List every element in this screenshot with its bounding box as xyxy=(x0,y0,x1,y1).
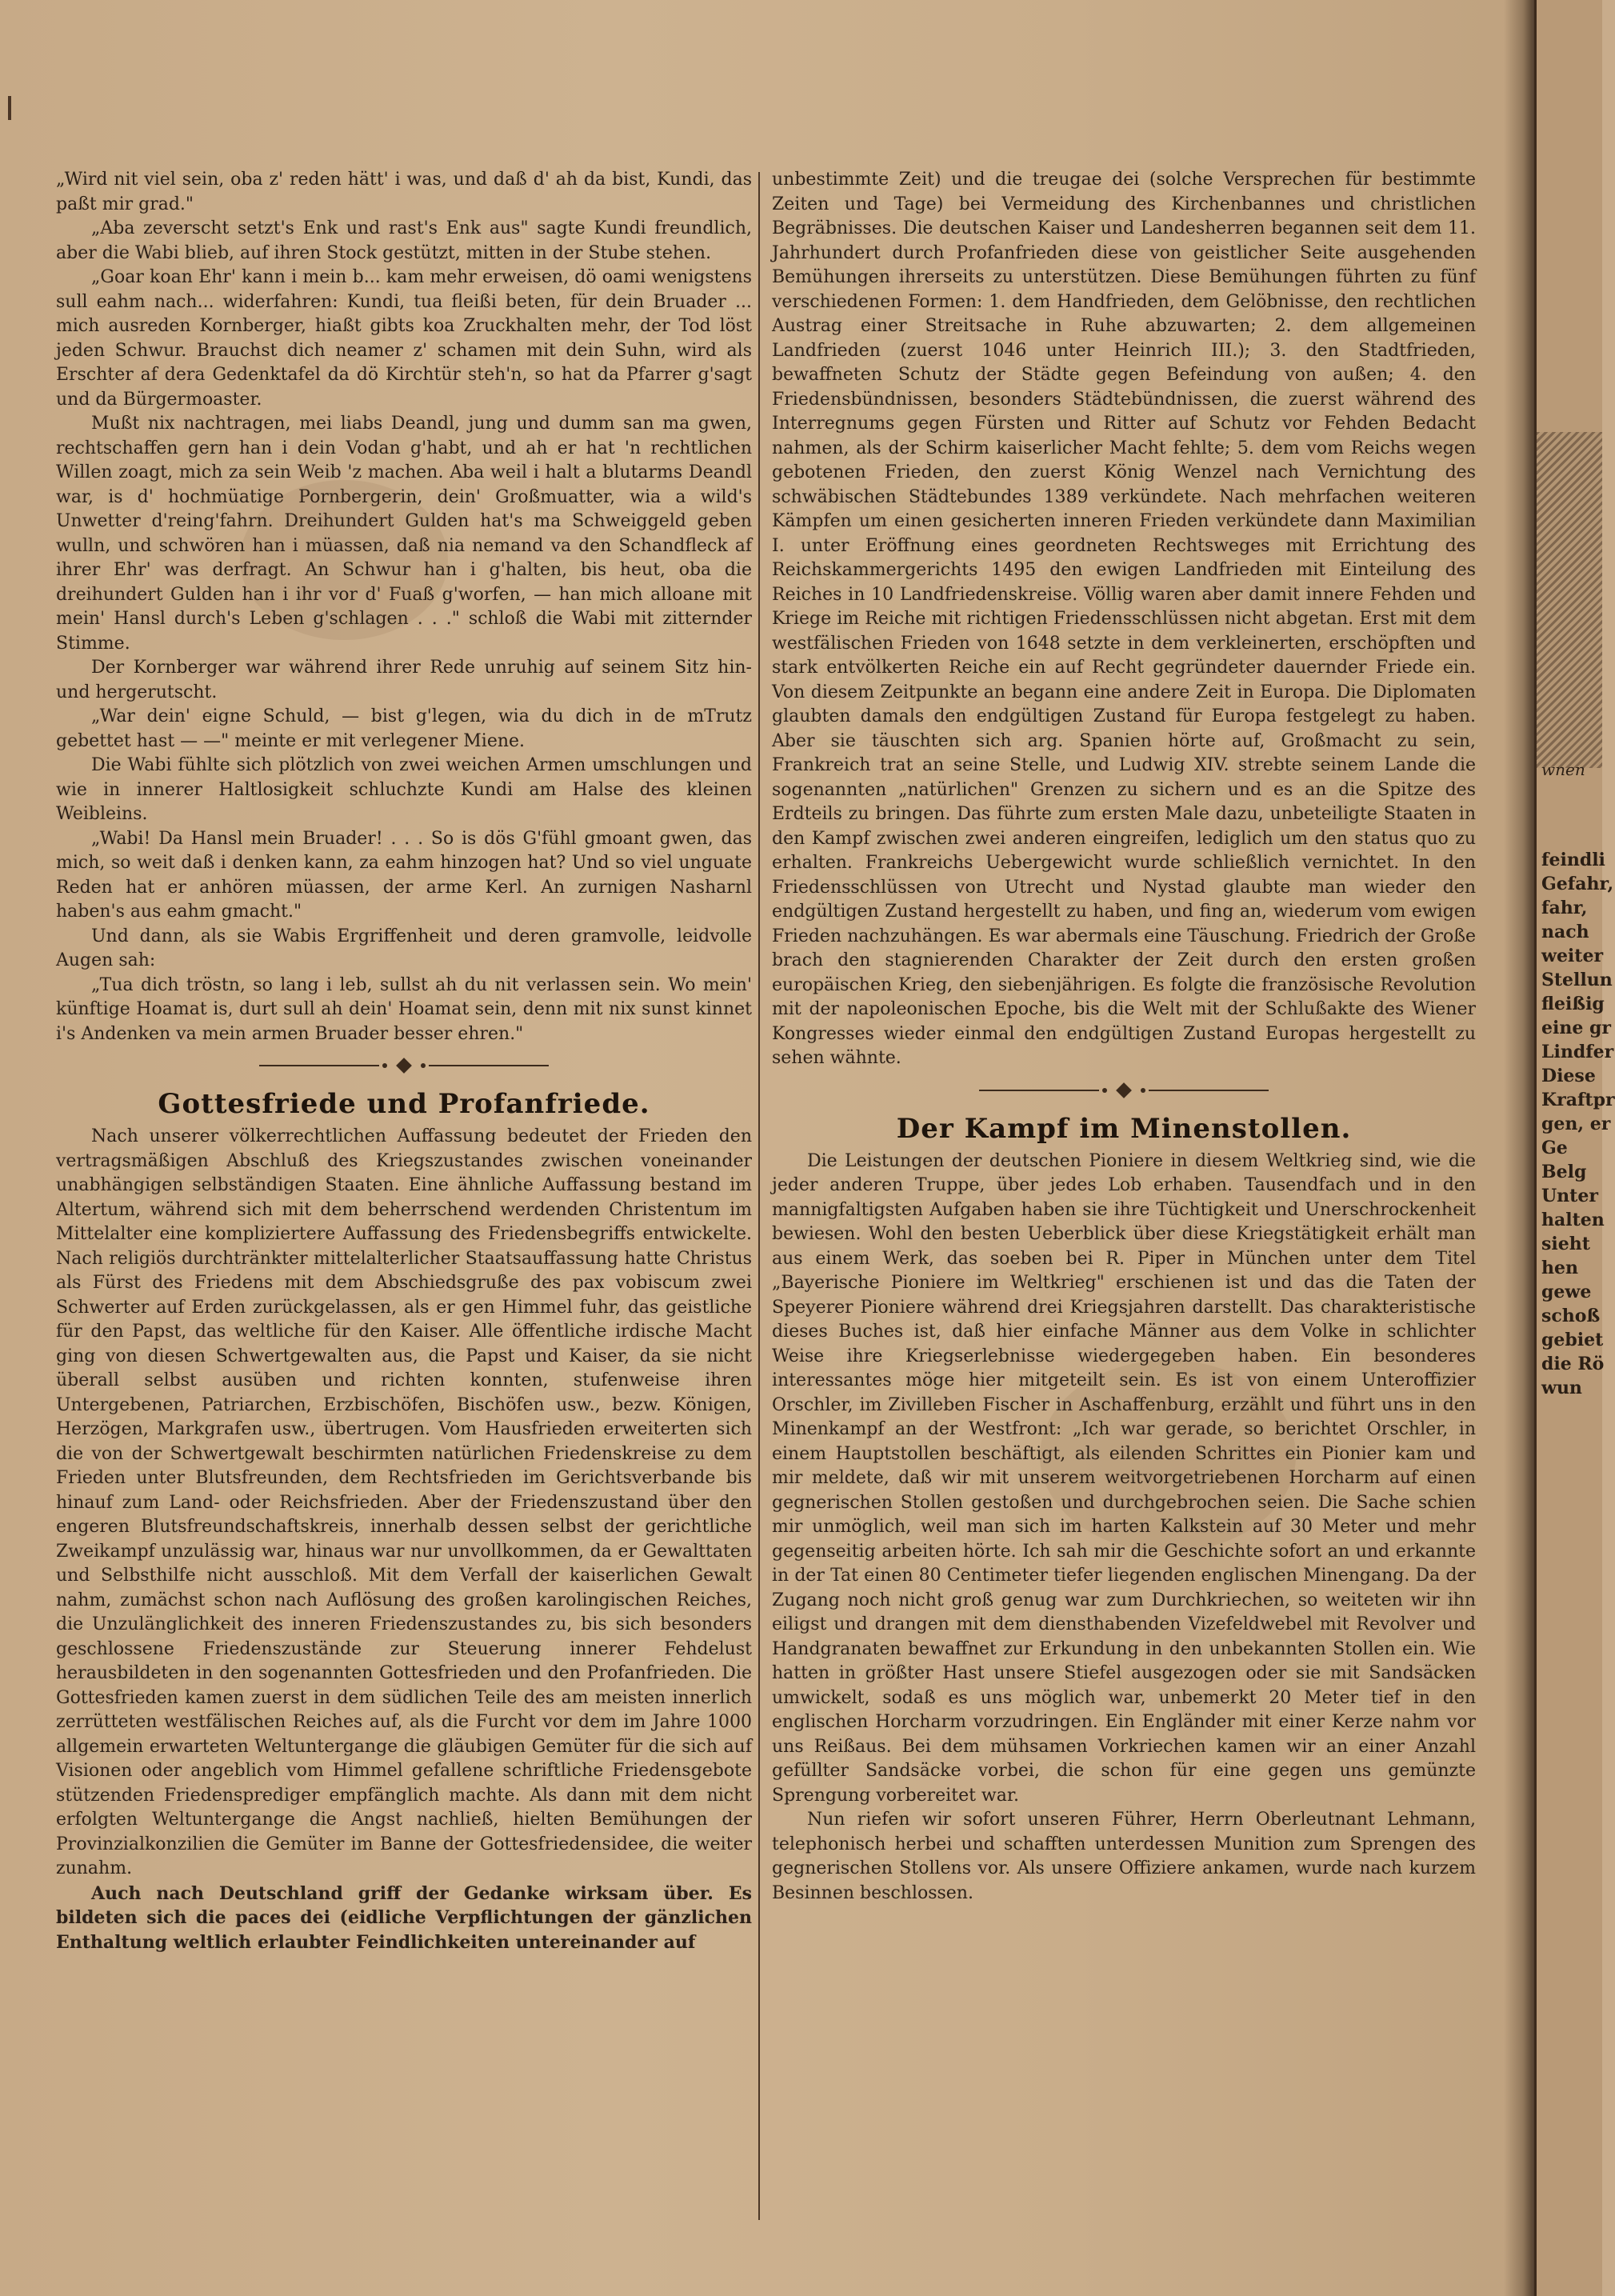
text-fragment: eine gr xyxy=(1541,1018,1611,1038)
article-paragraph: Auch nach Deutschland griff der Gedanke wirksam über. Es bildeten sich die paces dei (eidliche Verpflichtungen der gänzlichen Enthaltung weltlich erlaubter Feindlichkeiten untereinander auf xyxy=(56,1882,752,1953)
text-fragment: halten xyxy=(1541,1210,1605,1230)
right-column xyxy=(772,168,1476,1906)
text-fragment: gebiet xyxy=(1541,1330,1604,1350)
article-title-minenstollen: Der Kampf im Minenstollen. xyxy=(896,1112,1352,1145)
article-paragraph: Die Leistungen der deutschen Pioniere in diesem Weltkrieg sind, wie die jeder anderen Truppe, über jedes Lob erhaben. Tausendfach und in den mannigfaltigsten Aufgaben haben sie ihre Tüchtigkeit und Unerschrockenheit bewiesen. Wohl den besten Ueberblick über diese Kriegstätigkeit erhält man aus einem Werk, das soeben bei R. Piper in München unter dem Titel „Bayerische Pioniere im Weltkrieg" erschienen ist und das die Taten der Speyerer Pioniere während drei Kriegsjahren darstellt. Das charakteristische dieses Buches ist, daß hier einfache Männer aus dem Volke in schlichter Weise ihre Kriegserlebnisse wiedergegeben haben. Ein besonderes interessantes möge hier mitgeteilt sein. Es ist von einem Unteroffizier Orschler, im Zivilleben Fischer in Aschaffenburg, erzählt und führt uns in den Minenkampf an der Westfront: „Ich war gerade, so berichtet Orschler, in einem Hauptstollen beschäftigt, als eilenden Schrittes ein Pionier kam und mir meldete, daß wir mit unserem weitvorgetriebenen Horcharm auf einen gegnerischen Stollen gestoßen und durchgebrochen seien. Die Sache schien mir unmöglich, weil man sich im harten Kalkstein auf 30 Meter und mehr gegenseitig arbeiten hörte. Ich sah mir die Geschichte sofort an und erkannte in der Tat einen 80 Centimeter tiefer liegenden englischen Minengang. Da der Zugang noch nicht groß genug war zum Durchkriechen, so weiteten wir ihn eiligst und drangen mit dem diensthabenden Vizefeldwebel mit Revolver und Handgranaten bewaffnet zur Erkundung in den unbekannten Stollen ein. Wie hatten in größter Hast unsere Stiefel ausgezogen oder sie mit Sandsäcken umwickelt, sodaß es uns möglich war, unbemerkt 20 Meter tief in den englischen Horcharm vorzudringen. Ein Engländer mit einer Kerze nahm vor uns Reißaus. Bei dem mühsamen Vorkriechen kamen wir an einer Anzahl gefüllter Sandsäcke vorbei, die schon für eine gegen uns gemünzte Sprengung vorbereitet war. xyxy=(772,1150,1476,1806)
section-divider xyxy=(772,1074,1476,1106)
text-fragment: Kraftpr xyxy=(1541,1090,1615,1110)
text-fragment: feindli xyxy=(1541,850,1605,870)
engraving-illustration xyxy=(1537,432,1602,768)
text-fragment: die Rö xyxy=(1541,1354,1605,1374)
text-fragment: gewe xyxy=(1541,1282,1592,1302)
article-paragraph: Nach unserer völkerrechtlichen Auffassung bedeutet der Frieden den vertragsmäßigen Abschluß des Kriegszustandes zwischen voneinander unabhängigen selbständigen Staaten. Eine ähnliche Auffassung bestand im Altertum, während sich mit dem beherrschend werdenden Christentum im Mittelalter eine kompliziertere Auffassung des Friedensbegriffs entwickelte. Nach religiös durchtränkter mittelalterlicher Staatsauffassung hatte Christus als Fürst des Friedens mit dem Abschiedsgruße des pax vobiscum zwei Schwerter auf Erden zurückgelassen, als er gen Himmel fuhr, das geistliche für den Papst, das weltliche für den Kaiser. Alle öffentliche irdische Macht ging von diesen Schwertgewalten aus, die Papst und Kaiser, da sie nicht überall selbst ausüben und richten konnten, stufenweise ihren Untergebenen, Patriarchen, Erzbischöfen, Bischöfen usw., bezw. Königen, Herzögen, Markgrafen usw., übertrugen. Vom Hausfrieden erweiterten sich die von der Schwertgewalt beschirmten natürlichen Friedenskreise zu dem Frieden unter Blutsfreunden, dem Rechtsfrieden im Gerichtsverbande bis hinauf zum Land- oder Reichsfrieden. Aber der Friedenszustand über den engeren Blutsfreundschaftskreis, innerhalb dessen selbst der gerichtliche Zweikampf unzulässig war, hinaus war nur unvollkommen, da er Gewalttaten und Selbsthilfe nicht ausschloß. Mit dem Verfall der kaiserlichen Gewalt nahm, zumächst schon nach Auflösung des großen karolingischen Reiches, die Unzulänglichkeit des inneren Friedenszustandes zu, bis sich besonders geschlossene Friedenszustände zur Steuerung innerer Fehdelust herausbildeten in den sogenannten Gottesfrieden und den Profanfrieden. Die Gottesfrieden kamen zuerst in dem südlichen Teile des am meisten innerlich zerrütteten westfälischen Reiches auf, als die Furcht vor dem im Jahre 1000 allgemein erwarteten Weltuntergange die gläubigen Gemüter für die sich auf Visionen oder angeblich vom Himmel gefallene schriftliche Friedensgebote stützenden Friedensprediger empfänglich machte. Als dann mit dem nicht erfolgten Weltuntergange die Angst nachließ, hielten Bemühungen der Provinzialkonzilien die Gemüter im Banne der Gottesfriedensidee, die weiter zunahm. xyxy=(56,1126,752,1878)
text-fragment: hen xyxy=(1541,1258,1578,1278)
story-paragraph: „Wird nit viel sein, oba z' reden hätt' i was, und daß d' ah da bist, Kundi, das paßt mir grad." xyxy=(56,170,752,214)
text-fragment: schoß xyxy=(1541,1306,1601,1326)
section-divider xyxy=(56,1050,752,1082)
text-fragment: fleißig xyxy=(1541,994,1605,1014)
text-fragment: Diese xyxy=(1541,1066,1596,1086)
story-paragraph: Und dann, als sie Wabis Ergriffenheit und deren gramvolle, leidvolle Augen sah: xyxy=(56,926,752,970)
adjacent-page-edge xyxy=(1534,0,1615,2296)
story-paragraph: „Wabi! Da Hansl mein Bruader! . . . So is dös G'fühl gmoant gwen, das mich, so weit daß i denken kann, za eahm hinzogen hat? Und so viel unguate Reden hat er anhören müassen, der arme Kerl. An zurnigen Nasharnl haben's aus eahm gmacht." xyxy=(56,828,752,922)
text-fragment: Gefahr, xyxy=(1541,874,1614,894)
story-paragraph: „Aba zeverscht setzt's Enk und rast's Enk aus" sagte Kundi freundlich, aber die Wabi blieb, auf ihren Stock gestützt, mitten in der Stube stehen. xyxy=(56,218,752,263)
article-title-gottesfriede: Gottesfriede und Profanfriede. xyxy=(158,1088,650,1120)
text-fragment: wun xyxy=(1541,1378,1582,1398)
story-paragraph: Die Wabi fühlte sich plötzlich von zwei weichen Armen umschlungen und wie in innerer Haltlosigkeit schluchzte Kundi am Halse des kleinen Weibleins. xyxy=(56,755,752,824)
text-fragment: Belg xyxy=(1541,1162,1587,1182)
text-fragment: Stellun xyxy=(1541,970,1613,990)
text-fragment: Unter xyxy=(1541,1186,1598,1206)
text-fragment: Ge xyxy=(1541,1138,1568,1158)
page-gutter xyxy=(1504,0,1536,2296)
margin-mark xyxy=(8,96,11,120)
article-continuation: unbestimmte Zeit) und die treugae dei (solche Versprechen für bestimmte Zeiten und Tage) bei Vermeidung des Kirchenbannes und christlichen Begräbnisses. Die deutschen Kaiser und Landesherren begannen seit dem 11. Jahrhundert durch Profanfrieden diese von geistlicher Seite ausgehenden Bemühungen ihrerseits zu unterstützen. Diese Bemühungen führten zu fünf verschiedenen Formen: 1. dem Handfrieden, dem Gelöbnisse, den rechtlichen Austrag einer Streitsache in Ruhe abzuwarten; 2. dem allgemeinen Landfrieden (zuerst 1046 unter Heinrich III.); 3. den Stadtfrieden, bewaffneten Schutz der Städte gegen Befeindung von außen; 4. den Friedensbündnissen, besonders Städtebündnissen, die zuerst während des Interregnums gegen Fürsten und Ritter auf Schutz vor Fehden Bedacht nahmen, als der Schirm kaiserlicher Macht fehlte; 5. dem vom Reichs wegen gebotenen Frieden, den zuerst König Wenzel nach Vernichtung des schwäbischen Städtebundes 1389 verkündete. Nach mehrfachen weiteren Kämpfen um einen gesicherten inneren Frieden verkündete dann Maximilian I. unter Eröffnung eines geordneten Rechtsweges mit Errichtung des Reichskammergerichts 1495 den ewigen Landfrieden mit Einteilung des Reiches in 10 Landfriedenskreise. Völlig waren aber damit innere Fehden und Kriege im Reiche mit richtigen Friedensschlüssen nicht abgetan. Erst mit dem westfälischen Frieden von 1648 setzte in dem verkleinerten, erschöpften und stark entvölkerten Reiche ein auf Recht gegründeter dauernder Friede ein. Von diesem Zeitpunkte an begann eine andere Zeit in Europa. Die Diplomaten glaubten damals den endgültigen Zustand für Europa festgelegt zu haben. Aber sie täuschten sich arg. Spanien hörte auf, Großmacht zu sein, Frankreich trat an seine Stelle, und Ludwig XIV. strebte seinem Lande die sogenannten „natürlichen" Grenzen zu sichern und es an die Spitze des Erdteils zu bringen. Das führte zum ersten Male dazu, unbeteiligte Staaten in den Kampf zwischen zwei anderen eingreifen, lediglich um den status quo zu erhalten. Frankreichs Uebergewicht wurde schließlich vernichtet. In den Friedensschlüssen von Utrecht und Nystad glaubte man wieder den endgültigen Zustand hergestellt zu haben, und fing an, wiederum vom ewigen Frieden nachzuhängen. Es war abermals eine Täuschung. Friedrich der Große brach den stagnierenden Charakter der Zeit durch den ersten großen europäischen Krieg, den siebenjährigen. Es folgte die französische Revolution mit der napoleonischen Epoche, bis die Welt mit der Schlußakte des Wiener Kongresses wieder einmal den endgültigen Zustand Europas hergestellt zu sehen wähnte. xyxy=(772,170,1476,1068)
engraving-caption: wnen xyxy=(1541,760,1585,779)
adjacent-text-fragments xyxy=(1541,848,1615,1400)
text-fragment: nach xyxy=(1541,922,1589,942)
column-rule xyxy=(758,172,760,2220)
text-fragment: sieht xyxy=(1541,1234,1590,1254)
text-fragment: gen, er xyxy=(1541,1114,1611,1134)
story-paragraph: Der Kornberger war während ihrer Rede unruhig auf seinem Sitz hin- und hergerutscht. xyxy=(56,658,752,702)
text-fragment: fahr, xyxy=(1541,898,1588,918)
text-fragment: Lindfer xyxy=(1541,1042,1614,1062)
left-column xyxy=(56,168,752,1954)
article-paragraph: Nun riefen wir sofort unseren Führer, Herrn Oberleutnant Lehmann, telephonisch herbei und schafften unterdessen Munition zum Sprengen des gegnerischen Stollens vor. Als unsere Offiziere ankamen, wurde nach kurzem Besinnen beschlossen. xyxy=(772,1810,1476,1903)
story-paragraph: Mußt nix nachtragen, mei liabs Deandl, jung und dumm san ma gwen, rechtschaffen gern han i dein Vodan g'habt, und ah er hat 'n rechtlichen Willen zoagt, mich za sein Weib 'z machen. Aba weil i halt a blutarms Deandl war, is d' hochmüatige Pornbergerin, dein' Großmuatter, wia a wild's Unwetter d'reing'fahrn. Dreihundert Gulden hat's ma Schweiggeld geben wulln, und schwören han i müassen, daß nia nemand va den Schandfleck af ihrer Ehr' was derfragt. An Schwur han i g'halten, bis heut, oba die dreihundert Gulden han i ihr vor d' Fuaß g'worfen, — han mich alloane mit mein' Hansl durch's Leben g'schlagen . . ." schloß die Wabi mit zitternder Stimme. xyxy=(56,414,752,654)
story-paragraph: „War dein' eigne Schuld, — bist g'legen, wia du dich in de mTrutz gebettet hast — —" meinte er mit verlegener Miene. xyxy=(56,706,752,751)
story-paragraph: „Tua dich tröstn, so lang i leb, sullst ah du nit verlassen sein. Wo mein' künftige Hoamat is, durt sull ah dein' Hoamat sein, denn mit nix sunst kinnet i's Andenken va mein armen Bruader besser ehren." xyxy=(56,974,752,1044)
text-fragment: weiter xyxy=(1541,946,1604,966)
story-paragraph: „Goar koan Ehr' kann i mein b... kam mehr erweisen, dö oami wenigstens sull eahm nach... widerfahren: Kundi, tua fleißi beten, für dein Bruader ... mich ausreden Kornberger, hiaßt gibts koa Zruckhalten mehr, der Tod löst jeden Schwur. Brauchst dich neamer z' schamen mit dein Suhn, wird als Erschter af dera Gedenktafel da dö Kirchtür steh'n, so hat da Pfarrer g'sagt und da Bürgermoaster. xyxy=(56,267,752,410)
